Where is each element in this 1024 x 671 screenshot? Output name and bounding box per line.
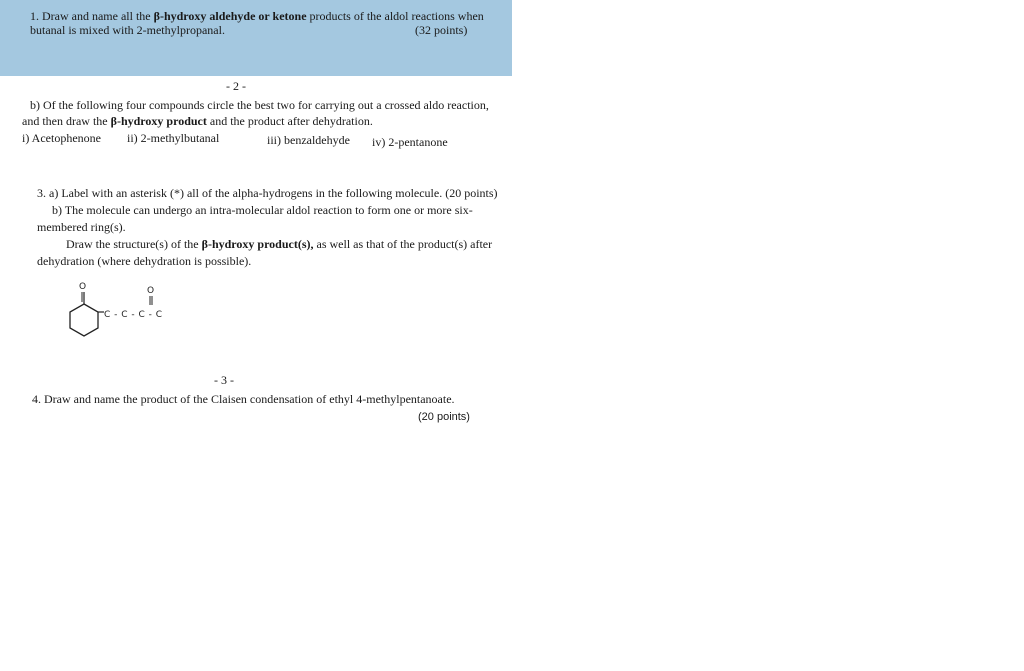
chain-oxygen: O	[147, 286, 155, 296]
page-number-2: - 2 -	[226, 79, 246, 93]
ring-oxygen: O	[79, 282, 87, 292]
q1-line-1: 1. Draw and name all the β-hydroxy aldehyde or ketone products of the aldol reactions when	[30, 9, 484, 23]
q2b-line-2: and then draw the β-hydroxy product and the product after dehydration.	[22, 114, 373, 128]
q2b-option-2: ii) 2-methylbutanal	[127, 131, 220, 145]
q2b-option-1: i) Acetophenone	[22, 131, 101, 145]
q3-line-1: 3. a) Label with an asterisk (*) all of the alpha-hydrogens in the following molecule. (20 points)	[37, 186, 498, 200]
q2b-option-4: iv) 2-pentanone	[372, 135, 448, 149]
q3-line-2: b) The molecule can undergo an intra-molecular aldol reaction to form one or more six-	[52, 203, 473, 217]
cyclohexanone-chain-drawing	[60, 280, 190, 350]
q2b-option-3: iii) benzaldehyde	[267, 133, 350, 147]
q3-line-4: Draw the structure(s) of the β-hydroxy product(s), as well as that of the product(s) after	[66, 237, 493, 251]
q2b-line-1: b) Of the following four compounds circle the best two for carrying out a crossed aldo reaction,	[30, 98, 489, 112]
q3-line-5: dehydration (where dehydration is possible).	[37, 254, 252, 268]
q3-line-3: membered ring(s).	[37, 220, 126, 234]
q1-line-2: butanal is mixed with 2-methylpropanal.	[30, 23, 225, 37]
q4-line-1: 4. Draw and name the product of the Claisen condensation of ethyl 4-methylpentanoate.	[32, 392, 455, 406]
molecule-structure	[60, 280, 190, 355]
page-number-3: - 3 -	[214, 373, 234, 387]
ring-hexagon	[70, 304, 98, 336]
q1-points: (32 points)	[415, 23, 468, 37]
q4-points: (20 points)	[418, 411, 470, 423]
carbon-chain: C - C - C - C	[104, 310, 163, 320]
